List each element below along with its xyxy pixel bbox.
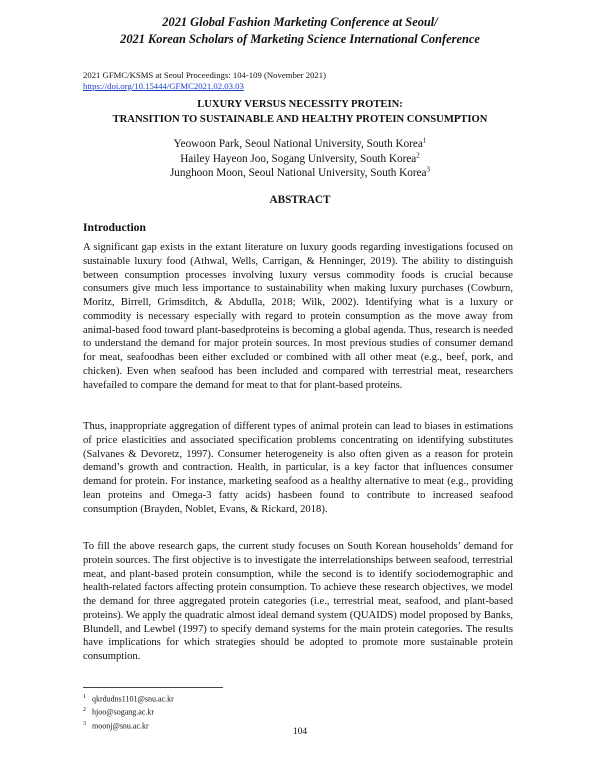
paper-title <box>0 97 600 127</box>
footnote-divider <box>83 687 223 688</box>
author-line <box>0 166 600 181</box>
author-list <box>0 137 600 181</box>
conference-header <box>0 14 600 48</box>
footnote-email: hjoo@sogang.ac.kr <box>92 708 155 718</box>
footnote-mark: 3 <box>83 720 86 727</box>
body-paragraph: Thus, inappropriate aggregation of different types of animal protein can lead to biases in estimations of price elasticities and associated specification problems concentrating on identifying substitutes (Salvanes & Devoretz, 1997). Consumer heterogeneity is also often given as a reason for protein demand’s growth and contraction. Health, in particular, is a key factor that influences consumer demand for protein. For instance, marketing seafood as a healthy alternative to meat (e.g., providing lean proteins and Omega-3 fatty acids) hasbeen found to contribute to increased seafood consumption (Brayden, Noblet, Evans, & Rickard, 2018). <box>83 421 513 515</box>
paper-title-line-1: LUXURY VERSUS NECESSITY PROTEIN: <box>197 99 403 110</box>
footnote-mark: 1 <box>83 694 86 700</box>
abstract-heading: ABSTRACT <box>269 194 331 206</box>
footnote <box>83 692 174 705</box>
proceedings-citation: 2021 GFMC/KSMS at Seoul Proceedings: 104-109 (November 2021) <box>83 70 326 80</box>
page-number: 104 <box>292 727 308 737</box>
footnote-email: qkrdudns1101@snu.ac.kr <box>92 694 174 704</box>
body-paragraph: To fill the above research gaps, the current study focuses on South Korean households’ demand for protein sources. The first objective is to investigate the interrelationships between seafood, terrestrial meat, and plant-based protein consumption, while the second is to identify sociodemographic and health-related factors affecting protein consumption. To achieve these research objectives, we model the demand for three aggregated protein categories (i.e., terrestrial meat, seafood, and plant-based proteins). We apply the quadratic almost ideal demand system (QUAIDS) model proposed by Banks, Blundell, and Lewbel (1997) to specify demand systems for the main protein categories. The results have implications for which strategies should be adopted to promote more sustainable protein consumption. <box>83 541 513 662</box>
author-affiliation: Yeowoon Park, Seoul National University, South Korea <box>173 138 423 150</box>
author-line <box>0 152 600 167</box>
section-heading-introduction: Introduction <box>83 221 146 234</box>
author-line <box>0 137 600 152</box>
author-footnote-mark: 2 <box>416 150 420 159</box>
proceedings-info <box>83 70 326 92</box>
conference-header-line-1: 2021 Global Fashion Marketing Conference at Seoul/ <box>162 15 438 29</box>
paper-title-line-2: TRANSITION TO SUSTAINABLE AND HEALTHY PROTEIN CONSUMPTION <box>112 114 488 125</box>
author-footnote-mark: 1 <box>422 136 427 145</box>
footnote <box>83 705 174 718</box>
author-footnote-mark: 3 <box>426 165 431 174</box>
footnote-email: moonj@snu.ac.kr <box>92 721 149 731</box>
body-paragraph: A significant gap exists in the extant literature on luxury goods regarding investigations focused on sustainable luxury food (Athwal, Wells, Carrigan, & Henninger, 2019). The ability to distinguish between consumption processes involving luxury versus commodity foods is crucial because consumers give much less importance to sustainability when making luxury purchases (Cowburn, Moritz, Birrell, Grimsditch, & Abdulla, 2018; Wilk, 2002). Identifying what is a luxury or commodity is necessary especially with regard to protein consumption as the move away from animal-based food toward plant-basedproteins is becoming a global agenda. Thus, research is needed to understand the demand for major protein sources. In most previous studies of consumer demand for meat, seafoodhas been either excluded or combined with all other meat (e.g., beef, pork, and chicken). Even when seafood has been included and compared with terrestrial meat, researchers havefailed to compare the demand for meat to that for plant-based proteins. <box>83 242 513 391</box>
author-affiliation: Hailey Hayeon Joo, Sogang University, South Korea <box>180 152 417 165</box>
author-affiliation: Junghoon Moon, Seoul National University, South Korea <box>169 167 427 179</box>
conference-header-line-2: 2021 Korean Scholars of Marketing Science International Conference <box>120 32 480 46</box>
doi-link[interactable]: https://doi.org/10.15444/GFMC2021.02.03.03 <box>83 81 244 91</box>
footnote-mark: 2 <box>83 707 86 714</box>
